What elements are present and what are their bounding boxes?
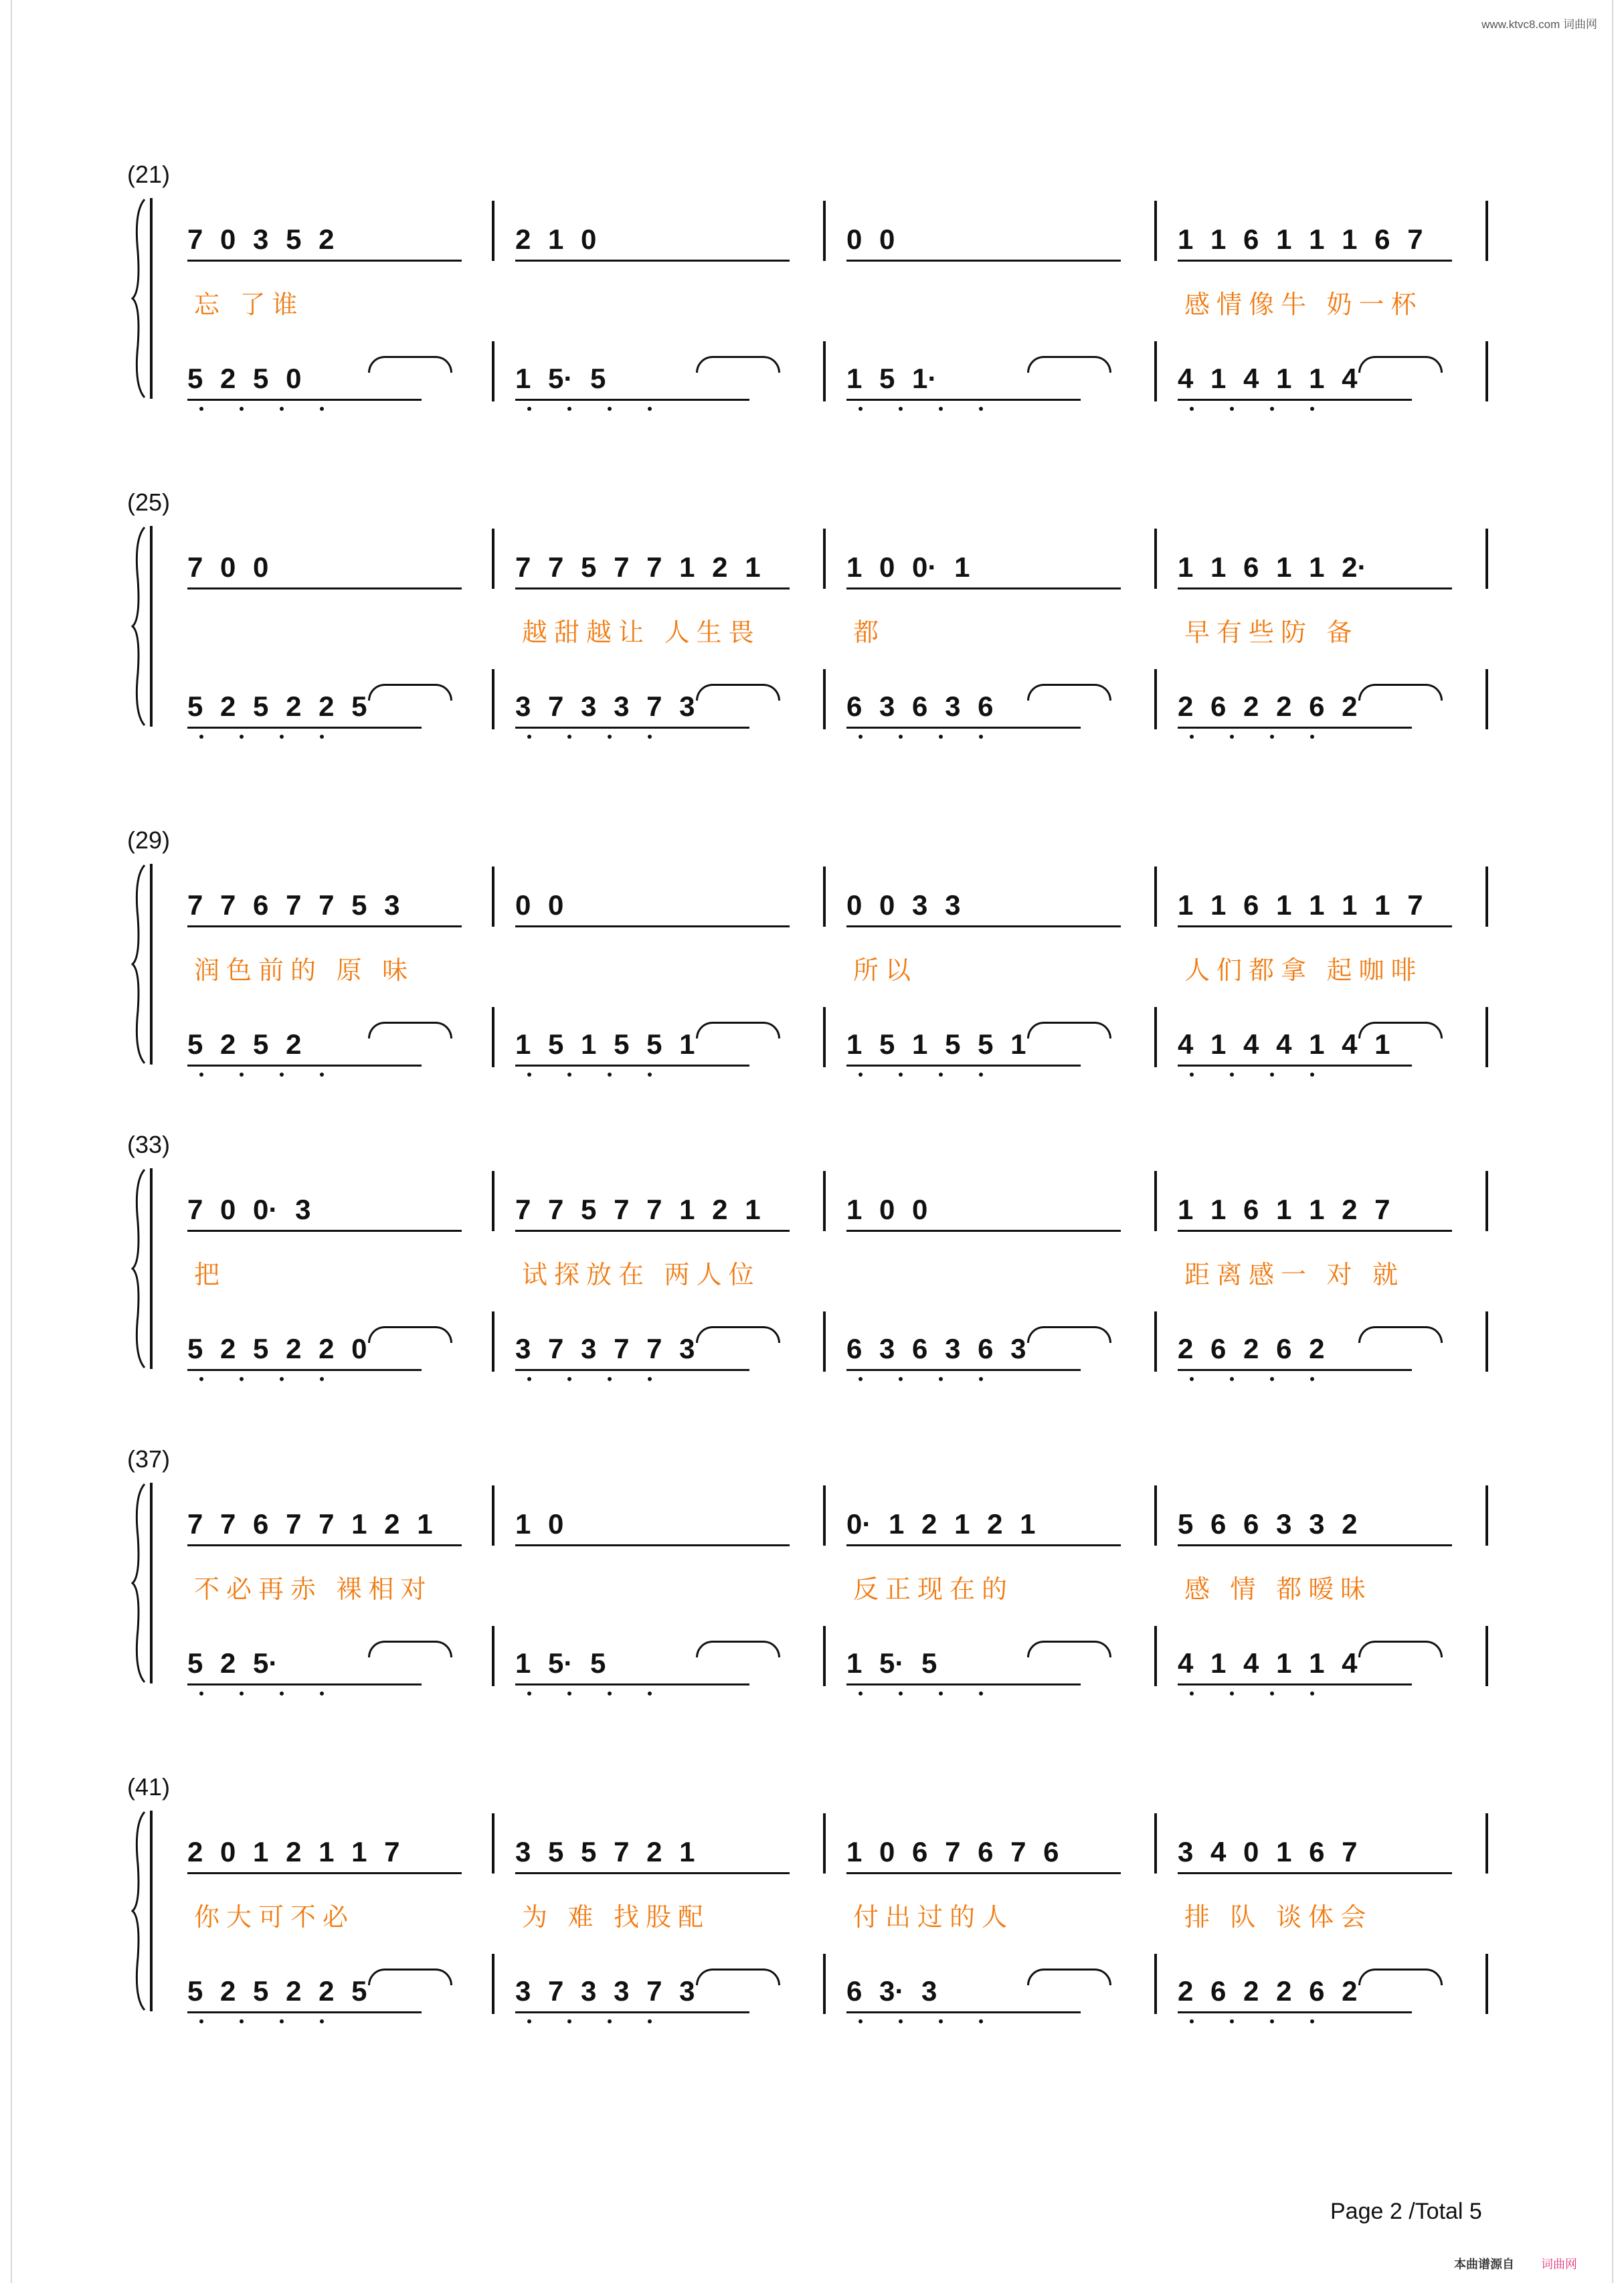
octave-dot bbox=[527, 1073, 531, 1077]
beam-underline bbox=[515, 399, 749, 401]
octave-dot bbox=[1310, 1692, 1314, 1696]
lyric-line: 距离感一 对 就 bbox=[1184, 1261, 1405, 1289]
octave-dot bbox=[199, 1377, 203, 1381]
octave-dot bbox=[527, 1692, 531, 1696]
beam-underline bbox=[846, 925, 1121, 927]
upper-staff-notes: 0 0 bbox=[515, 889, 564, 921]
beam-underline bbox=[187, 1683, 422, 1685]
beam-underline bbox=[187, 727, 422, 729]
upper-staff-notes: 3 4 0 1 6 7 bbox=[1178, 1836, 1358, 1867]
lyric-line: 都 bbox=[853, 619, 886, 647]
lower-staff-notes: 1 5 1· bbox=[846, 363, 937, 394]
system-brace bbox=[131, 1811, 147, 2011]
site-watermark: www.ktvc8.com 词曲网 bbox=[1481, 18, 1597, 31]
lower-staff-notes: 6 3 6 3 6 bbox=[846, 691, 994, 722]
octave-dot bbox=[899, 1073, 903, 1077]
tie-arc bbox=[696, 356, 780, 373]
octave-dot bbox=[280, 1073, 284, 1077]
brand-logo: 词曲网 bbox=[1541, 2258, 1577, 2271]
lower-staff-notes: 2 6 2 2 6 2 bbox=[1178, 1975, 1358, 2007]
beam-underline bbox=[846, 399, 1081, 401]
beam-underline bbox=[515, 2011, 749, 2013]
lower-staff-notes: 1 5 1 5 5 1 bbox=[846, 1028, 1026, 1060]
tie-arc bbox=[1027, 1641, 1111, 1657]
lower-staff-notes: 3 7 3 3 7 3 bbox=[515, 1975, 695, 2007]
beam-underline bbox=[515, 925, 790, 927]
beam-underline bbox=[846, 260, 1121, 262]
octave-dot bbox=[899, 735, 903, 739]
tie-arc bbox=[1358, 1969, 1443, 1985]
octave-dot bbox=[899, 1692, 903, 1696]
beam-underline bbox=[846, 1369, 1081, 1371]
lyric-line: 排 队 谈体会 bbox=[1184, 1904, 1373, 1932]
octave-dot bbox=[1230, 1377, 1234, 1381]
system-left-line bbox=[150, 864, 153, 1065]
octave-dot bbox=[527, 735, 531, 739]
lower-staff-notes: 5 2 5 2 2 0 bbox=[187, 1333, 367, 1364]
octave-dot bbox=[608, 1377, 612, 1381]
beam-underline bbox=[515, 1065, 749, 1067]
lower-staff-notes: 1 5 1 5 5 1 bbox=[515, 1028, 695, 1060]
octave-dot bbox=[240, 2019, 244, 2023]
lyric-line: 润色前的 原 味 bbox=[194, 957, 415, 985]
upper-staff-notes: 7 7 5 7 7 1 2 1 bbox=[515, 1194, 761, 1225]
octave-dot bbox=[1230, 1692, 1234, 1696]
lower-staff-notes: 3 7 3 3 7 3 bbox=[515, 691, 695, 722]
octave-dot bbox=[1230, 1073, 1234, 1077]
octave-dot bbox=[939, 1692, 943, 1696]
beam-underline bbox=[846, 1544, 1121, 1546]
score-system bbox=[127, 161, 1499, 428]
octave-dot bbox=[1190, 1692, 1194, 1696]
lyric-line: 你大可不必 bbox=[194, 1904, 355, 1932]
lower-staff-notes: 5 2 5· bbox=[187, 1647, 278, 1679]
upper-staff-notes: 1 1 6 1 1 2 7 bbox=[1178, 1194, 1390, 1225]
system-brace bbox=[131, 864, 147, 1065]
beam-underline bbox=[187, 260, 462, 262]
beam-underline bbox=[1178, 1369, 1412, 1371]
system-brace bbox=[131, 1168, 147, 1369]
octave-dot bbox=[608, 1073, 612, 1077]
octave-dot bbox=[608, 2019, 612, 2023]
lyric-line: 把 bbox=[194, 1261, 227, 1289]
upper-staff-notes: 1 0 bbox=[515, 1508, 564, 1540]
lyric-line: 试探放在 两人位 bbox=[522, 1261, 761, 1289]
octave-dot bbox=[280, 2019, 284, 2023]
upper-staff-notes: 2 0 1 2 1 1 7 bbox=[187, 1836, 400, 1867]
system-left-line bbox=[150, 1483, 153, 1683]
octave-dot bbox=[199, 735, 203, 739]
system-left-line bbox=[150, 1168, 153, 1369]
octave-dot bbox=[979, 1692, 983, 1696]
tie-arc bbox=[696, 684, 780, 701]
octave-dot bbox=[1230, 407, 1234, 411]
system-brace bbox=[131, 1483, 147, 1683]
octave-dot bbox=[608, 407, 612, 411]
score-system bbox=[127, 488, 1499, 756]
upper-staff-notes: 1 0 0· 1 bbox=[846, 551, 970, 583]
tie-arc bbox=[368, 356, 452, 373]
octave-dot bbox=[859, 1692, 863, 1696]
octave-dot bbox=[648, 2019, 652, 2023]
octave-dot bbox=[648, 735, 652, 739]
octave-dot bbox=[1230, 735, 1234, 739]
tie-arc bbox=[696, 1641, 780, 1657]
octave-dot bbox=[1310, 2019, 1314, 2023]
beam-underline bbox=[1178, 1065, 1412, 1067]
lower-staff-notes: 5 2 5 2 2 5 bbox=[187, 691, 367, 722]
octave-dot bbox=[320, 407, 324, 411]
beam-underline bbox=[846, 1683, 1081, 1685]
system-number: (41) bbox=[127, 1773, 171, 1801]
tie-arc bbox=[1027, 684, 1111, 701]
octave-dot bbox=[320, 1692, 324, 1696]
octave-dot bbox=[199, 2019, 203, 2023]
octave-dot bbox=[567, 407, 571, 411]
octave-dot bbox=[240, 1377, 244, 1381]
upper-staff-notes: 7 7 6 7 7 5 3 bbox=[187, 889, 400, 921]
system-brace bbox=[131, 526, 147, 727]
lower-staff-notes: 6 3· 3 bbox=[846, 1975, 937, 2007]
tie-arc bbox=[1027, 1969, 1111, 1985]
octave-dot bbox=[527, 1377, 531, 1381]
system-number: (29) bbox=[127, 826, 171, 854]
upper-staff-notes: 1 0 6 7 6 7 6 bbox=[846, 1836, 1059, 1867]
octave-dot bbox=[320, 735, 324, 739]
octave-dot bbox=[1270, 1692, 1274, 1696]
octave-dot bbox=[1190, 2019, 1194, 2023]
upper-staff-notes: 0 0 3 3 bbox=[846, 889, 961, 921]
score-system bbox=[127, 1131, 1499, 1398]
beam-underline bbox=[846, 587, 1121, 589]
upper-staff-notes: 5 6 6 3 3 2 bbox=[1178, 1508, 1358, 1540]
octave-dot bbox=[1230, 2019, 1234, 2023]
octave-dot bbox=[1190, 1073, 1194, 1077]
score-system bbox=[127, 1445, 1499, 1713]
upper-staff-notes: 1 1 6 1 1 2· bbox=[1178, 551, 1367, 583]
system-number: (37) bbox=[127, 1445, 171, 1473]
lower-staff-notes: 5 2 5 2 2 5 bbox=[187, 1975, 367, 2007]
lower-staff-notes: 1 5· 5 bbox=[515, 363, 606, 394]
tie-arc bbox=[1027, 356, 1111, 373]
lower-staff-notes: 2 6 2 6 2 bbox=[1178, 1333, 1325, 1364]
octave-dot bbox=[320, 1377, 324, 1381]
octave-dot bbox=[1310, 1073, 1314, 1077]
tie-arc bbox=[1027, 1022, 1111, 1038]
octave-dot bbox=[1270, 1377, 1274, 1381]
tie-arc bbox=[368, 1969, 452, 1985]
tie-arc bbox=[368, 1022, 452, 1038]
beam-underline bbox=[1178, 925, 1452, 927]
beam-underline bbox=[187, 1369, 422, 1371]
lower-staff-notes: 6 3 6 3 6 3 bbox=[846, 1333, 1026, 1364]
octave-dot bbox=[859, 1377, 863, 1381]
octave-dot bbox=[1190, 1377, 1194, 1381]
beam-underline bbox=[515, 727, 749, 729]
lyric-line: 人们都拿 起咖啡 bbox=[1184, 957, 1423, 985]
upper-staff-notes: 3 5 5 7 2 1 bbox=[515, 1836, 695, 1867]
octave-dot bbox=[240, 1073, 244, 1077]
octave-dot bbox=[199, 1073, 203, 1077]
octave-dot bbox=[199, 407, 203, 411]
lyric-line: 所以 bbox=[853, 957, 918, 985]
lower-staff-notes: 1 5· 5 bbox=[846, 1647, 937, 1679]
beam-underline bbox=[187, 925, 462, 927]
octave-dot bbox=[567, 1692, 571, 1696]
lower-staff-notes: 4 1 4 4 1 4 1 bbox=[1178, 1028, 1390, 1060]
beam-underline bbox=[515, 1683, 749, 1685]
octave-dot bbox=[1270, 1073, 1274, 1077]
lyric-line: 早有些防 备 bbox=[1184, 619, 1359, 647]
octave-dot bbox=[1310, 1377, 1314, 1381]
octave-dot bbox=[939, 2019, 943, 2023]
octave-dot bbox=[1270, 735, 1274, 739]
upper-staff-notes: 1 0 0 bbox=[846, 1194, 928, 1225]
credit-line bbox=[1454, 2255, 1577, 2272]
beam-underline bbox=[1178, 1544, 1452, 1546]
octave-dot bbox=[280, 735, 284, 739]
octave-dot bbox=[979, 407, 983, 411]
beam-underline bbox=[1178, 587, 1452, 589]
beam-underline bbox=[1178, 1230, 1452, 1232]
octave-dot bbox=[899, 1377, 903, 1381]
credit-text: 本曲谱源自 bbox=[1454, 2258, 1514, 2271]
system-number: (33) bbox=[127, 1131, 171, 1158]
lyric-line: 感情像牛 奶一杯 bbox=[1184, 291, 1423, 319]
lyric-line: 忘 了谁 bbox=[194, 291, 304, 319]
beam-underline bbox=[187, 399, 422, 401]
beam-underline bbox=[187, 1230, 462, 1232]
tie-arc bbox=[368, 684, 452, 701]
octave-dot bbox=[567, 2019, 571, 2023]
octave-dot bbox=[1270, 2019, 1274, 2023]
octave-dot bbox=[527, 2019, 531, 2023]
score-system bbox=[127, 1773, 1499, 2041]
system-left-line bbox=[150, 526, 153, 727]
octave-dot bbox=[939, 407, 943, 411]
beam-underline bbox=[1178, 1872, 1452, 1874]
beam-underline bbox=[187, 1065, 422, 1067]
tie-arc bbox=[1358, 356, 1443, 373]
left-page-edge bbox=[0, 0, 12, 2283]
octave-dot bbox=[1270, 407, 1274, 411]
tie-arc bbox=[696, 1326, 780, 1343]
octave-dot bbox=[567, 1377, 571, 1381]
octave-dot bbox=[1190, 735, 1194, 739]
octave-dot bbox=[648, 1377, 652, 1381]
octave-dot bbox=[979, 1377, 983, 1381]
octave-dot bbox=[859, 1073, 863, 1077]
octave-dot bbox=[240, 735, 244, 739]
lower-staff-notes: 4 1 4 1 1 4 bbox=[1178, 363, 1358, 394]
tie-arc bbox=[368, 1326, 452, 1343]
upper-staff-notes: 7 0 0 bbox=[187, 551, 269, 583]
page-number: Page 2 /Total 5 bbox=[1330, 2199, 1482, 2224]
octave-dot bbox=[859, 735, 863, 739]
octave-dot bbox=[280, 407, 284, 411]
tie-arc bbox=[1358, 1326, 1443, 1343]
lyric-line: 付出过的人 bbox=[853, 1904, 1014, 1932]
octave-dot bbox=[859, 2019, 863, 2023]
system-number: (21) bbox=[127, 161, 171, 188]
lyric-line: 越甜越让 人生畏 bbox=[522, 619, 761, 647]
octave-dot bbox=[1310, 735, 1314, 739]
octave-dot bbox=[899, 407, 903, 411]
tie-arc bbox=[1358, 1022, 1443, 1038]
octave-dot bbox=[648, 1073, 652, 1077]
beam-underline bbox=[515, 587, 790, 589]
octave-dot bbox=[1310, 407, 1314, 411]
upper-staff-notes: 7 0 3 5 2 bbox=[187, 223, 335, 255]
upper-staff-notes: 2 1 0 bbox=[515, 223, 597, 255]
system-number: (25) bbox=[127, 488, 171, 516]
upper-staff-notes: 1 1 6 1 1 1 6 7 bbox=[1178, 223, 1423, 255]
system-brace bbox=[131, 198, 147, 399]
octave-dot bbox=[979, 1073, 983, 1077]
lower-staff-notes: 5 2 5 2 bbox=[187, 1028, 302, 1060]
octave-dot bbox=[527, 407, 531, 411]
beam-underline bbox=[846, 1230, 1121, 1232]
tie-arc bbox=[1027, 1326, 1111, 1343]
lyric-line: 为 难 找股配 bbox=[522, 1904, 711, 1932]
octave-dot bbox=[567, 735, 571, 739]
beam-underline bbox=[846, 727, 1081, 729]
lower-staff-notes: 2 6 2 2 6 2 bbox=[1178, 691, 1358, 722]
octave-dot bbox=[567, 1073, 571, 1077]
beam-underline bbox=[515, 1544, 790, 1546]
tie-arc bbox=[696, 1969, 780, 1985]
octave-dot bbox=[608, 1692, 612, 1696]
tie-arc bbox=[368, 1641, 452, 1657]
beam-underline bbox=[187, 2011, 422, 2013]
system-left-line bbox=[150, 198, 153, 399]
upper-staff-notes: 1 1 6 1 1 1 1 7 bbox=[1178, 889, 1423, 921]
octave-dot bbox=[939, 1377, 943, 1381]
right-page-edge bbox=[1612, 0, 1624, 2283]
beam-underline bbox=[1178, 2011, 1412, 2013]
octave-dot bbox=[979, 2019, 983, 2023]
octave-dot bbox=[939, 1073, 943, 1077]
beam-underline bbox=[515, 1369, 749, 1371]
beam-underline bbox=[1178, 399, 1412, 401]
upper-staff-notes: 0· 1 2 1 2 1 bbox=[846, 1508, 1036, 1540]
tie-arc bbox=[696, 1022, 780, 1038]
beam-underline bbox=[1178, 260, 1452, 262]
octave-dot bbox=[280, 1377, 284, 1381]
octave-dot bbox=[240, 407, 244, 411]
octave-dot bbox=[320, 1073, 324, 1077]
system-left-line bbox=[150, 1811, 153, 2011]
beam-underline bbox=[1178, 1683, 1412, 1685]
score-system bbox=[127, 826, 1499, 1094]
octave-dot bbox=[899, 2019, 903, 2023]
upper-staff-notes: 7 7 5 7 7 1 2 1 bbox=[515, 551, 761, 583]
beam-underline bbox=[846, 1065, 1081, 1067]
upper-staff-notes: 7 0 0· 3 bbox=[187, 1194, 311, 1225]
octave-dot bbox=[939, 735, 943, 739]
upper-staff-notes: 0 0 bbox=[846, 223, 895, 255]
octave-dot bbox=[1190, 407, 1194, 411]
octave-dot bbox=[859, 407, 863, 411]
octave-dot bbox=[648, 407, 652, 411]
octave-dot bbox=[240, 1692, 244, 1696]
octave-dot bbox=[648, 1692, 652, 1696]
lyric-line: 感 情 都暧昧 bbox=[1184, 1576, 1373, 1604]
lower-staff-notes: 4 1 4 1 1 4 bbox=[1178, 1647, 1358, 1679]
lower-staff-notes: 1 5· 5 bbox=[515, 1647, 606, 1679]
tie-arc bbox=[1358, 1641, 1443, 1657]
octave-dot bbox=[979, 735, 983, 739]
upper-staff-notes: 7 7 6 7 7 1 2 1 bbox=[187, 1508, 433, 1540]
beam-underline bbox=[187, 1872, 462, 1874]
octave-dot bbox=[280, 1692, 284, 1696]
octave-dot bbox=[608, 735, 612, 739]
beam-underline bbox=[846, 2011, 1081, 2013]
beam-underline bbox=[515, 260, 790, 262]
beam-underline bbox=[515, 1230, 790, 1232]
beam-underline bbox=[187, 1544, 462, 1546]
beam-underline bbox=[187, 587, 462, 589]
tie-arc bbox=[1358, 684, 1443, 701]
beam-underline bbox=[515, 1872, 790, 1874]
beam-underline bbox=[1178, 727, 1412, 729]
lyric-line: 不必再赤 裸相对 bbox=[194, 1576, 433, 1604]
lower-staff-notes: 5 2 5 0 bbox=[187, 363, 302, 394]
lyric-line: 反正现在的 bbox=[853, 1576, 1014, 1604]
beam-underline bbox=[846, 1872, 1121, 1874]
octave-dot bbox=[199, 1692, 203, 1696]
octave-dot bbox=[320, 2019, 324, 2023]
lower-staff-notes: 3 7 3 7 7 3 bbox=[515, 1333, 695, 1364]
